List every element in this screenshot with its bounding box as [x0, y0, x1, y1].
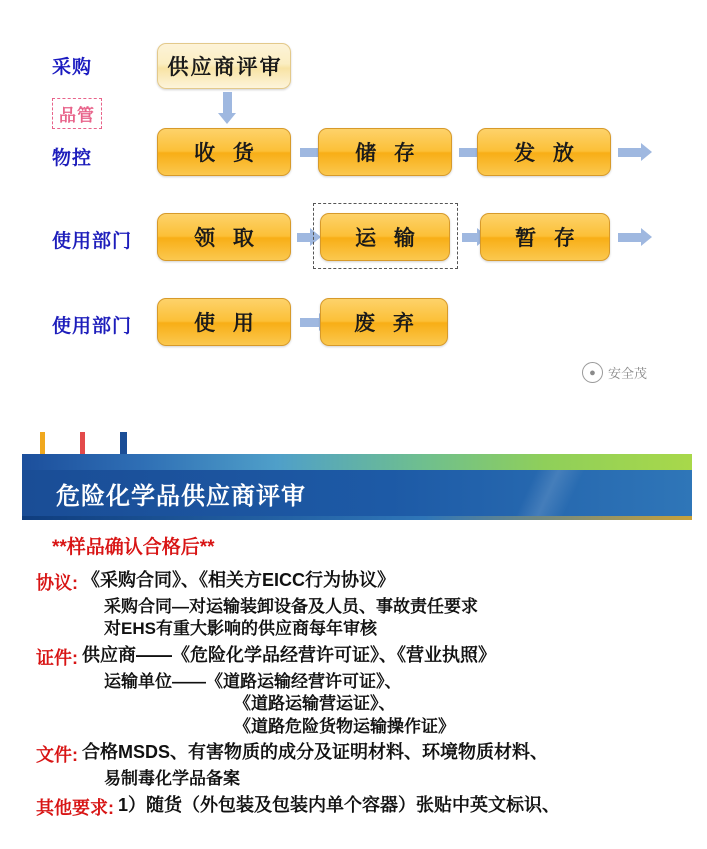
node-temp-storage[interactable]: 暂 存 — [480, 213, 610, 261]
section-certificates-line-3: 《道路运输营运证》、 — [234, 694, 396, 714]
node-usage[interactable]: 使 用 — [157, 298, 291, 346]
section-agreement-line-2: 采购合同—对运输装卸设备及人员、事故责任要求 — [104, 597, 478, 616]
node-collection[interactable]: 领 取 — [157, 213, 291, 261]
sample-confirmation-note: **样品确认合格后** — [52, 537, 215, 558]
slide-title: 危险化学品供应商评审 — [56, 482, 306, 510]
section-certificates-line-4: 《道路危险货物运输操作证》 — [234, 716, 455, 736]
title-underline — [22, 516, 692, 520]
section-agreement — [36, 569, 692, 595]
watermark-logo-icon: ● — [582, 362, 603, 383]
node-issuing[interactable]: 发 放 — [477, 128, 611, 176]
section-certificates-line-2: 运输单位——《道路运输经营许可证》、 — [104, 671, 402, 691]
section-documents-line-2: 易制毒化学品备案 — [104, 769, 240, 789]
section-other-requirements — [36, 794, 692, 820]
arrow-supplier-to-receiving — [218, 92, 236, 124]
watermark — [582, 362, 647, 383]
section-agreement-label: 协议: — [36, 573, 78, 593]
row-label-using-dept-2: 使用部门 — [52, 316, 133, 337]
title-swoosh-decoration — [392, 470, 692, 516]
node-disposal[interactable]: 废 弃 — [320, 298, 448, 346]
slide-tick-marks — [22, 432, 692, 454]
section-certificates — [36, 644, 692, 670]
section-documents — [36, 741, 692, 767]
tick-blue — [120, 432, 127, 454]
row-label-material-control: 物控 — [52, 148, 93, 169]
section-other-requirements-line-1: 1）随货（外包装及包装内单个容器）张贴中英文标识、 — [118, 794, 561, 815]
watermark-label: 安全茂 — [608, 366, 648, 381]
arrow-temp-storage-to-next — [618, 228, 652, 246]
section-agreement-line-1: 《采购合同》、《相关方EICC行为协议》 — [82, 570, 396, 590]
slide-gradient-bar — [22, 454, 692, 470]
row-label-using-dept-1: 使用部门 — [52, 231, 133, 252]
section-certificates-label: 证件: — [36, 647, 78, 668]
node-storage[interactable]: 储 存 — [318, 128, 452, 176]
node-receiving[interactable]: 收 货 — [157, 128, 291, 176]
section-other-requirements-label: 其他要求: — [36, 797, 114, 818]
tick-orange — [40, 432, 45, 454]
section-agreement-line-3: 对EHS有重大影响的供应商每年审核 — [104, 619, 377, 639]
node-supplier-review[interactable]: 供应商评审 — [157, 43, 291, 89]
node-transport[interactable]: 运 输 — [320, 213, 450, 261]
row-label-quality: 品管 — [52, 98, 102, 129]
section-documents-line-1: 合格MSDS、有害物质的成分及证明材料、环境物质材料、 — [82, 742, 549, 763]
process-flow-diagram — [0, 0, 707, 410]
tick-red — [80, 432, 85, 454]
slide-title-bar — [22, 470, 692, 516]
arrow-issuing-to-next — [618, 143, 652, 161]
section-certificates-line-1: 供应商——《危险化学品经营许可证》、《营业执照》 — [82, 644, 496, 665]
presentation-slide — [0, 410, 707, 849]
section-documents-label: 文件: — [36, 745, 78, 766]
row-label-purchase: 采购 — [52, 57, 93, 78]
slide-body — [22, 522, 692, 821]
